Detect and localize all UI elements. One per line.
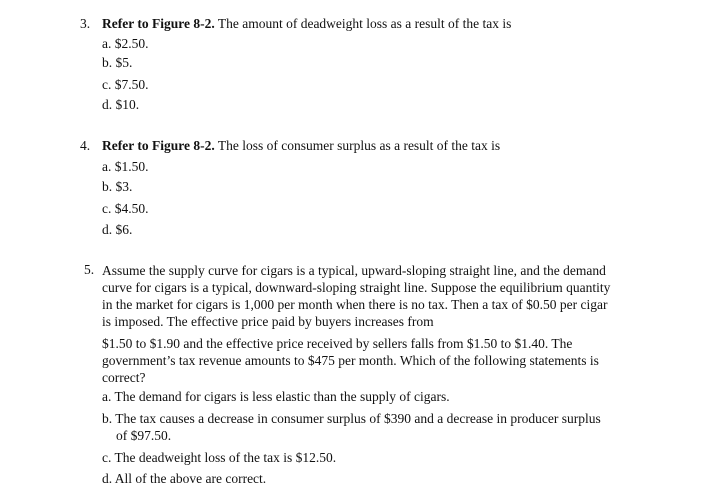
- option-a[interactable]: a. The demand for cigars is less elastic than the supply of cigars.: [102, 389, 450, 404]
- paragraph-line: curve for cigars is a typical, downward-sloping straight line. Suppose the equilibrium quantity: [102, 280, 611, 295]
- figure-reference: Refer to Figure 8-2.: [102, 138, 215, 153]
- option-c[interactable]: c. The deadweight loss of the tax is $12.50.: [102, 450, 337, 465]
- paragraph-line: $1.50 to $1.90 and the effective price received by sellers falls from $1.50 to $1.40. The: [102, 336, 573, 351]
- option-a[interactable]: a. $1.50.: [102, 159, 149, 174]
- paragraph-line: government’s tax revenue amounts to $475 per month. Which of the following statements is: [102, 353, 599, 368]
- question-paragraph-1: [102, 262, 672, 330]
- option-a[interactable]: a. $2.50.: [102, 36, 149, 51]
- question-stem: [80, 138, 500, 154]
- question-stem: [80, 16, 511, 32]
- option-b-line-1: b. The tax causes a decrease in consumer surplus of $390 and a decrease in producer surplus: [102, 411, 601, 426]
- question-number: 3.: [80, 16, 91, 31]
- option-c[interactable]: c. $4.50.: [102, 201, 149, 216]
- question-paragraph-2: [102, 335, 672, 386]
- option-b[interactable]: b. $3.: [102, 179, 133, 194]
- option-d[interactable]: d. All of the above are correct.: [102, 471, 267, 486]
- paragraph-line: in the market for cigars is 1,000 per month when there is no tax. Then a tax of $0.50 per cigar: [102, 297, 608, 312]
- figure-reference: Refer to Figure 8-2.: [102, 16, 215, 31]
- question-number: 5.: [84, 262, 95, 277]
- option-b-line-2: of $97.50.: [116, 428, 172, 443]
- question-text: The amount of deadweight loss as a result of the tax is: [214, 16, 512, 31]
- option-b[interactable]: [102, 411, 601, 427]
- question-text: The loss of consumer surplus as a result of the tax is: [214, 138, 501, 153]
- paragraph-line: is imposed. The effective price paid by buyers increases from: [102, 314, 434, 329]
- option-d[interactable]: d. $6.: [102, 222, 133, 237]
- option-c[interactable]: c. $7.50.: [102, 77, 149, 92]
- option-d[interactable]: d. $10.: [102, 97, 140, 112]
- paragraph-line: correct?: [102, 370, 146, 385]
- option-b[interactable]: b. $5.: [102, 55, 133, 70]
- paragraph-line: Assume the supply curve for cigars is a typical, upward-sloping straight line, and the demand: [102, 263, 606, 278]
- question-number: 4.: [80, 138, 91, 153]
